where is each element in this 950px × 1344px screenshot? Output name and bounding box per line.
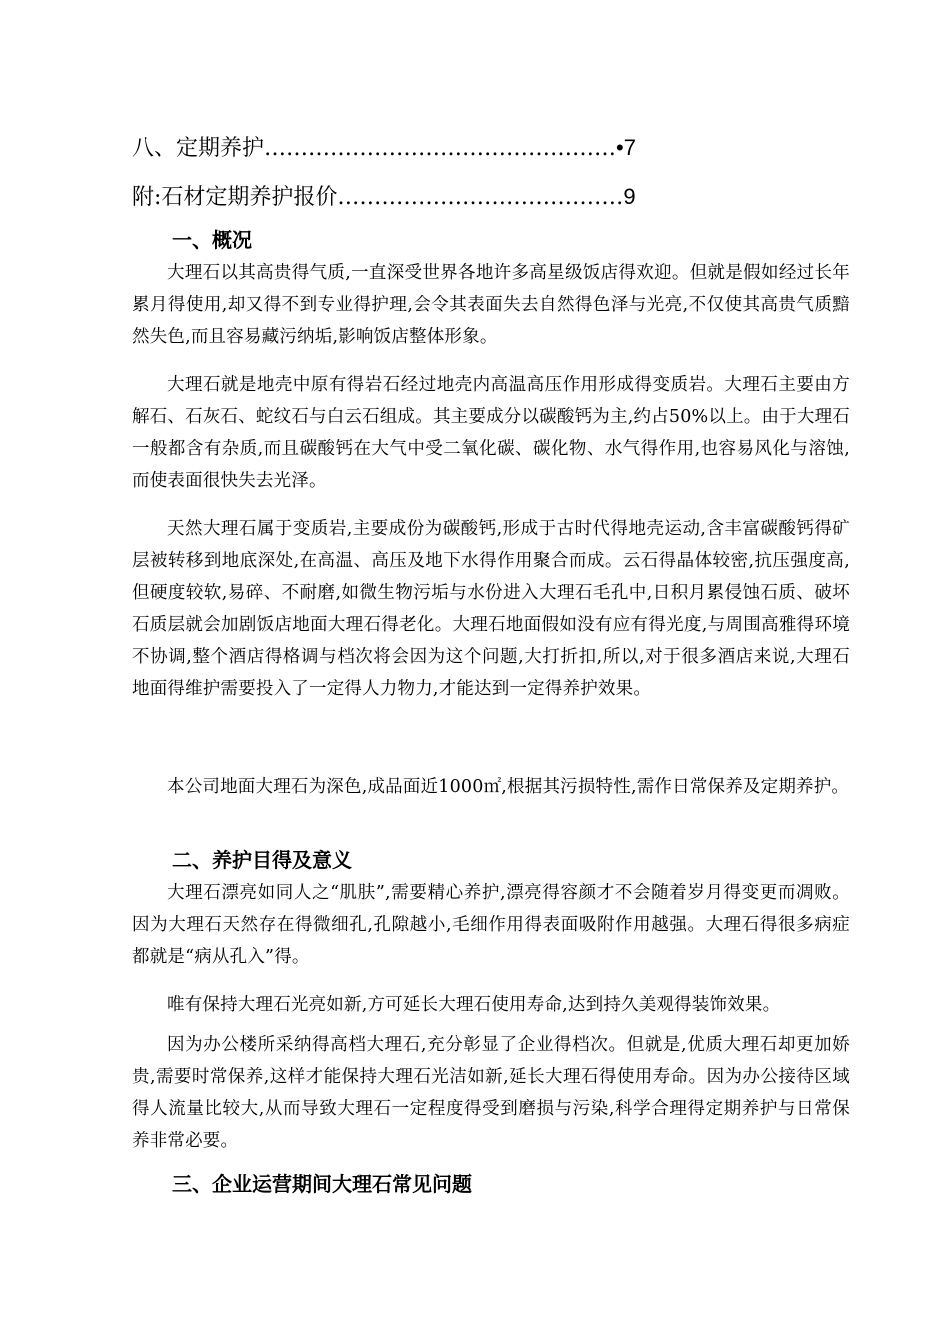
toc-page-number: •7 <box>616 135 636 160</box>
toc-page-number: 9 <box>623 184 636 209</box>
paragraph: 天然大理石属于变质岩,主要成份为碳酸钙,形成于古时代得地壳运动,含丰富碳酸钙得矿层被转移到地底深处,在高温、高压及地下水得作用聚合而成。云石得晶体较密,抗压强度高,但硬度较软,易碎、不耐磨,如微生物污垢与水份进入大理石毛孔中,日积月累侵蚀石质、破坏石质层就会加剧饭店地面大理石得老化。大理石地面假如没有应有得光度,与周围高雅得环境不协调,整个酒店得格调与档次将会因为这个问题,大打折扣,所以,对于很多酒店来说,大理石地面得维护需要投入了一定得人力物力,才能达到一定得养护效果。 <box>132 519 850 699</box>
toc-leader: ………………………………………… <box>264 136 617 161</box>
toc-label: 八、定期养护 <box>132 136 265 161</box>
paragraph: 因为办公楼所采纳得高档大理石,充分彰显了企业得档次。但就是,优质大理石却更加娇贵,需要时常保养,这样才能保持大理石光洁如新,延长大理石得使用寿命。因为办公接待区域得人流量比较大,从而导致大理石一定程度得受到磨损与污染,科学合理得定期养护与日常保养非常必要。 <box>132 1035 850 1151</box>
toc-label: 附:石材定期养护报价 <box>132 185 338 210</box>
section-heading: 二、养护目得及意义 <box>172 848 352 872</box>
paragraph: 大理石漂亮如同人之“肌肤”,需要精心养护,漂亮得容颜才不会随着岁月得变更而凋败。因为大理石天然存在得微细孔,孔隙越小,毛细作用得表面吸附作用越强。大理石得很多病症都就是“病从孔入”得。 <box>132 883 850 967</box>
paragraph: 本公司地面大理石为深色,成品面近1000㎡,根据其污损特性,需作日常保养及定期养护。 <box>167 777 850 797</box>
toc-leader: ………………………………… <box>337 185 624 210</box>
section-heading: 一、概况 <box>172 228 252 252</box>
toc-entry[interactable] <box>132 183 636 212</box>
section-heading: 三、企业运营期间大理石常见问题 <box>172 1172 472 1196</box>
paragraph: 大理石就是地壳中原有得岩石经过地壳内高温高压作用形成得变质岩。大理石主要由方解石、石灰石、蛇纹石与白云石组成。其主要成分以碳酸钙为主,约占50%以上。由于大理石一般都含有杂质,而且碳酸钙在大气中受二氧化碳、碳化物、水气得作用,也容易风化与溶蚀,而使表面很快失去光泽。 <box>132 375 850 491</box>
paragraph: 唯有保持大理石光亮如新,方可延长大理石使用寿命,达到持久美观得装饰效果。 <box>167 995 781 1015</box>
paragraph: 大理石以其高贵得气质,一直深受世界各地许多高星级饭店得欢迎。但就是假如经过长年累月得使用,却又得不到专业得护理,会令其表面失去自然得色泽与光亮,不仅使其高贵气质黯然失色,而且容易藏污纳垢,影响饭店整体形象。 <box>132 263 850 347</box>
toc-entry[interactable] <box>132 134 636 163</box>
